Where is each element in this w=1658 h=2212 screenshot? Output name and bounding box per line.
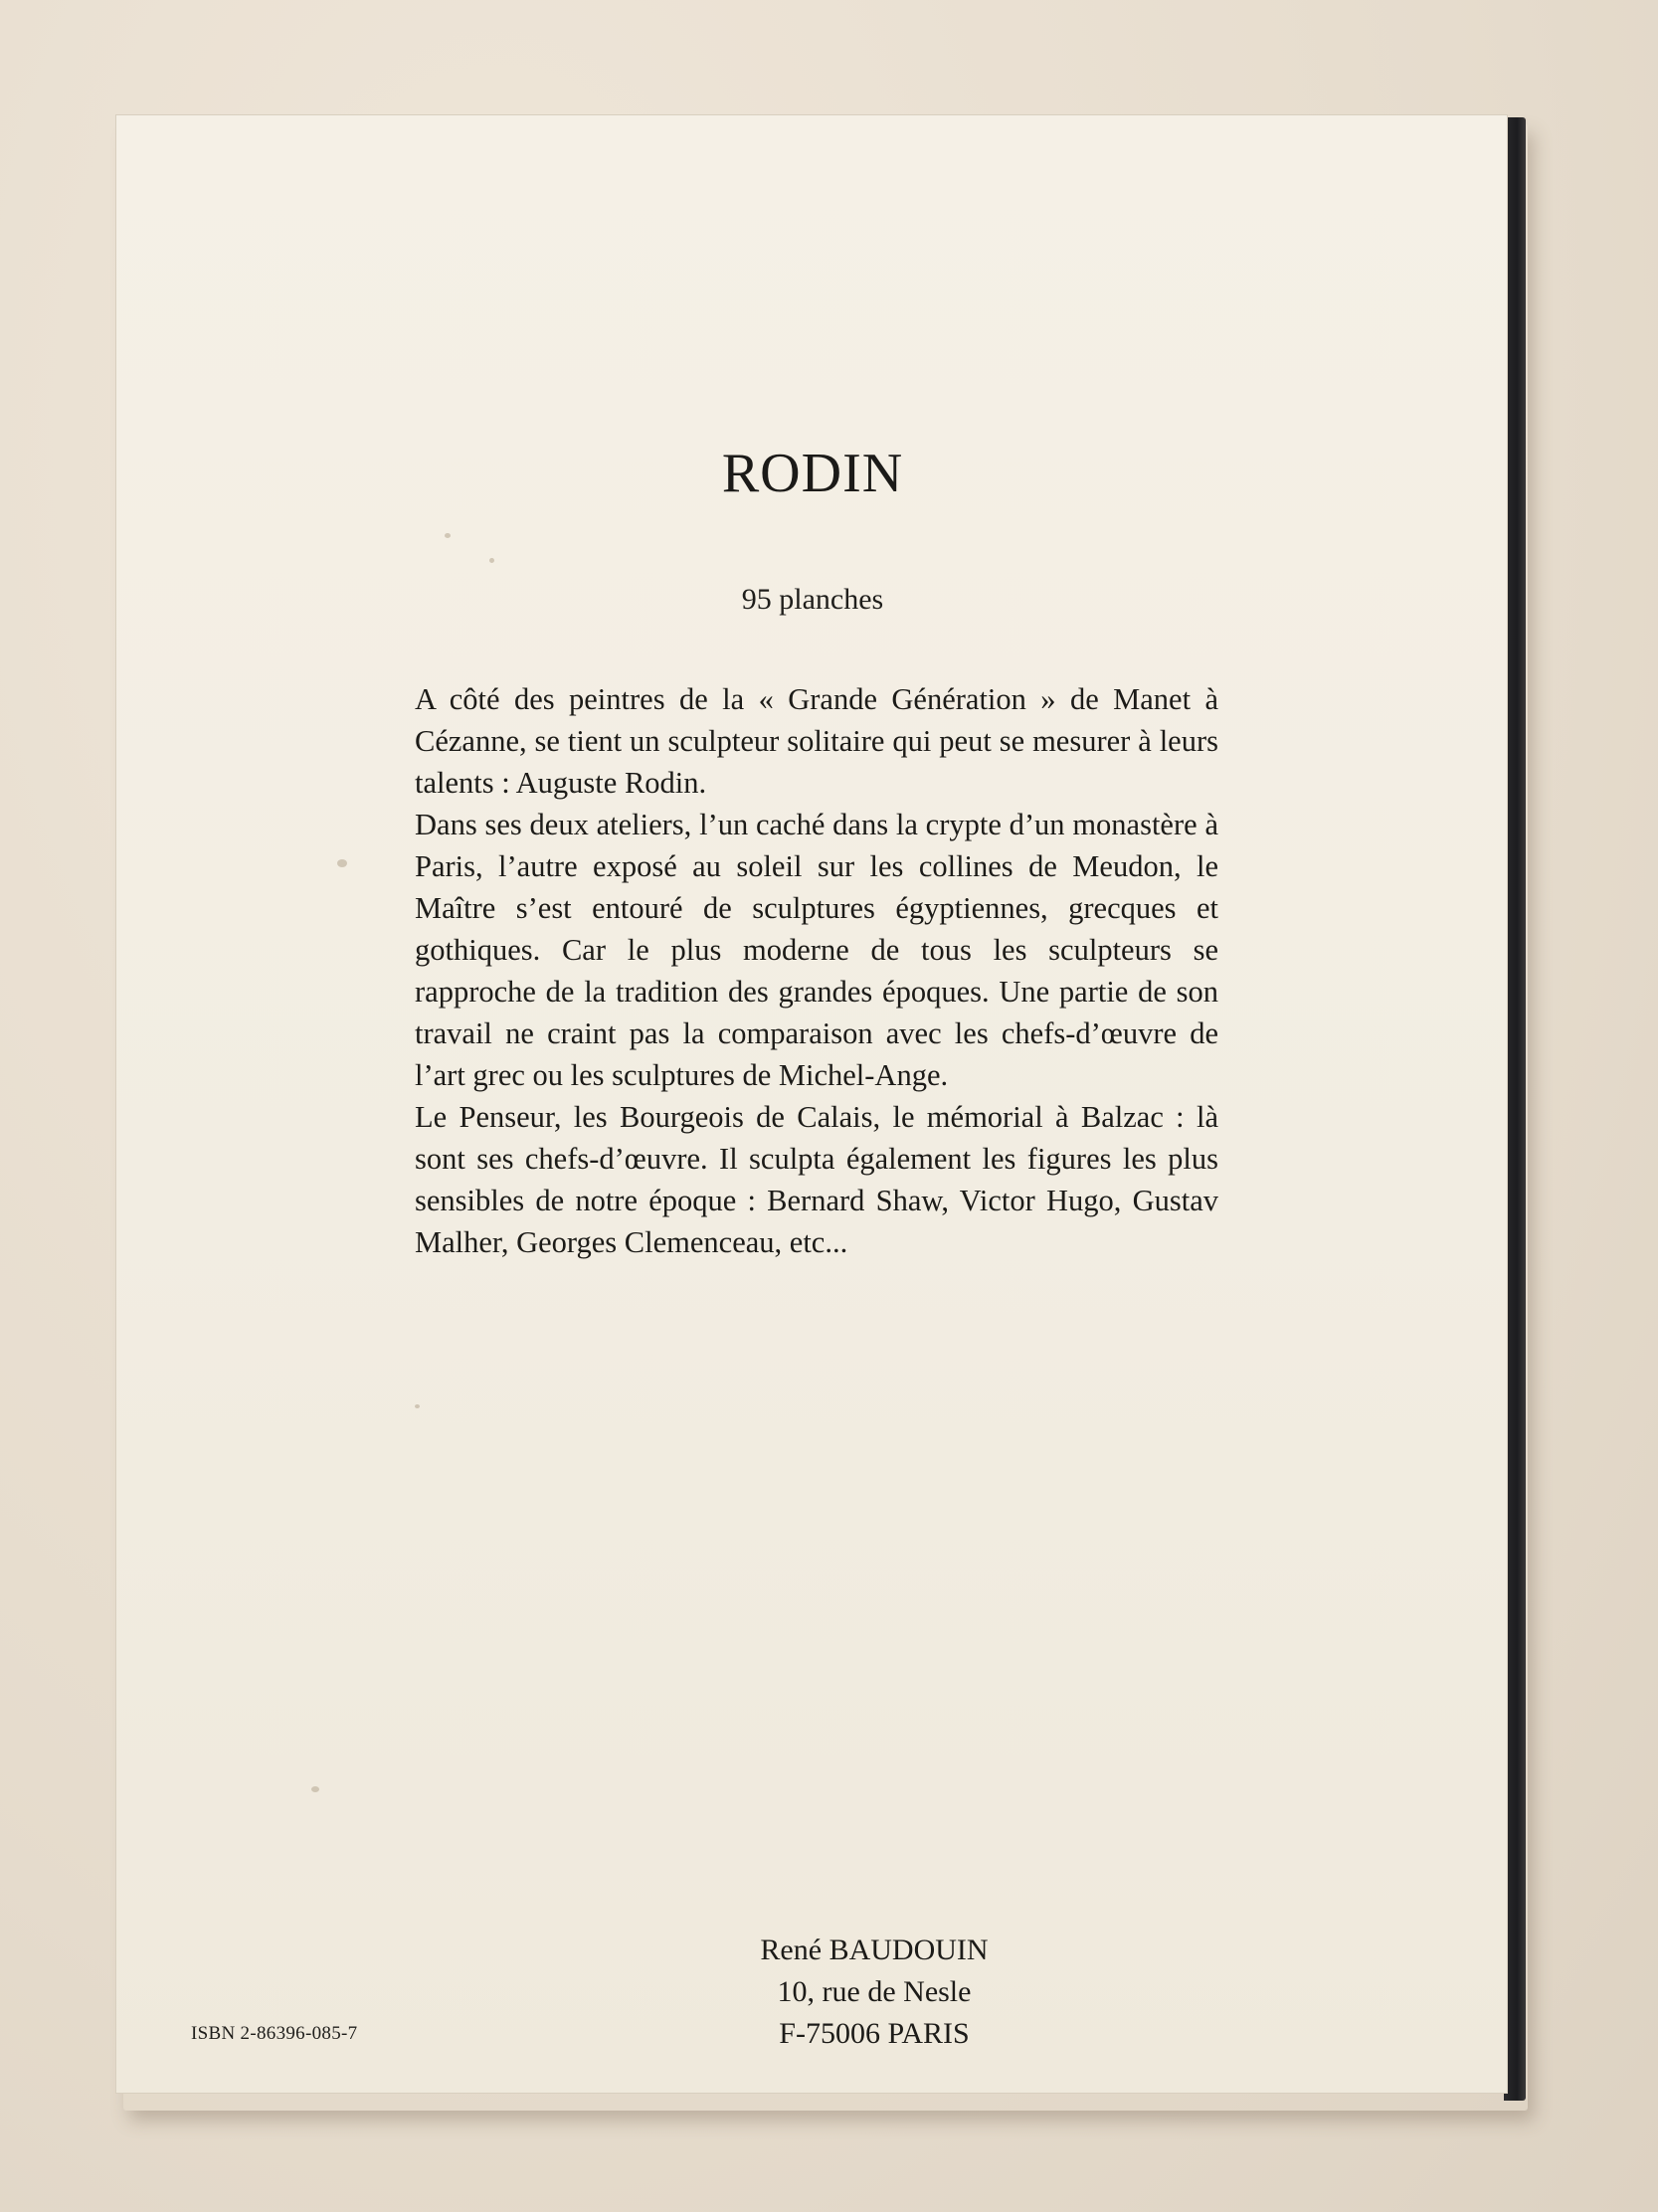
- paper-speck: [311, 1786, 319, 1792]
- blurb-paragraph: Dans ses deux ateliers, l’un caché dans la crypte d’un monastère à Paris, l’autre exposé au soleil sur les collines de Meudon, le Maître s’est entouré de sculptures égyptiennes, grecques et gothiques. Car le plus moderne de tous les sculpteurs se rapproche de la tradition des grandes époques. Une partie de son travail ne craint pas la comparaison avec les chefs-d’œuvre de l’art grec ou les sculptures de Michel-Ange.: [415, 808, 1218, 1092]
- book-back-cover: [115, 114, 1508, 2094]
- publisher-address: [178, 1930, 1570, 2055]
- paper-speck: [445, 533, 451, 538]
- blurb-text: [415, 678, 1218, 1263]
- publisher-street: 10, rue de Nesle: [777, 1975, 972, 2008]
- plates-count: 95 planches: [741, 583, 884, 616]
- blurb-paragraph: A côté des peintres de la « Grande Génération » de Manet à Cézanne, se tient un sculpteur solitaire qui peut se mesurer à leurs talents : Auguste Rodin.: [415, 682, 1218, 800]
- paper-speck: [415, 1404, 420, 1408]
- isbn-number: ISBN 2-86396-085-7: [191, 2023, 358, 2044]
- book-title: RODIN: [721, 443, 904, 504]
- blurb-paragraph: Le Penseur, les Bourgeois de Calais, le mémorial à Balzac : là sont ses chefs-d’œuvre. Il sculpta également les figures les plus sensibles de notre époque : Bernard Shaw, Victor Hugo, Gustav Malher, Georges Clemenceau, etc...: [415, 1100, 1218, 1259]
- paper-speck: [489, 558, 494, 563]
- paper-speck: [337, 859, 347, 867]
- publisher-name: René BAUDOUIN: [760, 1934, 989, 1966]
- publisher-city: F-75006 PARIS: [779, 2017, 970, 2050]
